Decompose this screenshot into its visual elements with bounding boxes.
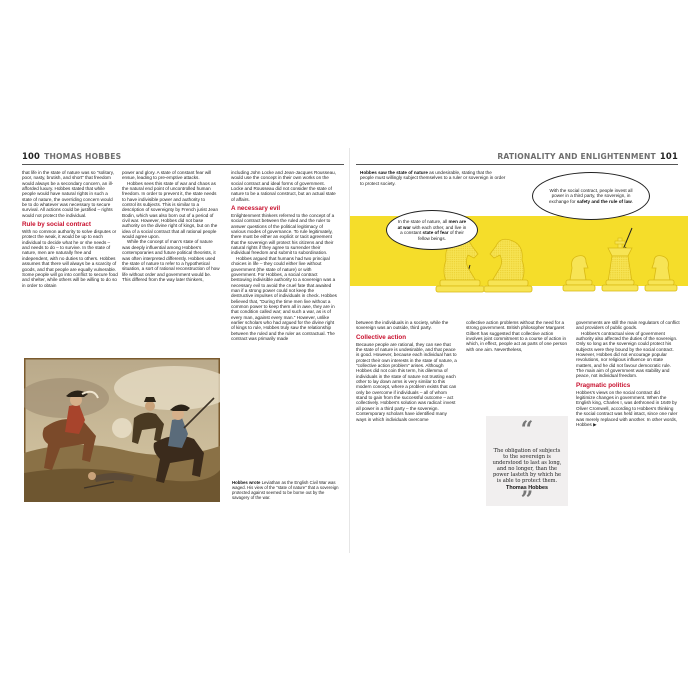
right-column-2 bbox=[466, 320, 570, 352]
bubble-text-part: of their fellow beings. bbox=[418, 230, 464, 241]
speech-bubble-state-of-nature bbox=[386, 210, 478, 250]
right-column-1 bbox=[356, 320, 458, 422]
left-column-2 bbox=[122, 170, 220, 282]
left-running-title: THOMAS HOBBES bbox=[44, 152, 122, 161]
body-paragraph: Because people are rational, they can see that the state of nature is undesirable, and that peace is good. However, because each individual has to protect their own interests in the state of nature, a "collective action problem" arises. Although Hobbes did not coin this term, his dilemma of individuals in the state of nature not trusting each other to lay down arms is very similar to this modern concept, where a problem exists that can only be overcome if individuals – all of whom stand to gain from the successful outcome – act collectively. Hobbes's solution was radical: invest all power in a third party – the sovereign. Contemporary scholars have identified many ways in which individuals overcome bbox=[356, 341, 457, 422]
civil-war-painting-image bbox=[24, 358, 220, 502]
body-paragraph: Hobbes's contractual view of government authority also affected the duties of the sovereign. Only so long as the sovereign could protect his subjects were they bound by the social contract. However, Hobbes did not encourage popular revolutions, nor religious influence on state matters, and he did not favour democratic rule. The main aim of government was stability and peace, not individual freedom. bbox=[576, 330, 678, 379]
bubble-bold-part: men are at war bbox=[397, 219, 467, 230]
right-running-head bbox=[497, 151, 678, 161]
body-paragraph: Enlightenment thinkers referred to the concept of a social contract between the ruled and the ruler to answer questions of the political legitimacy of various modes of governance. To rule legitimately, there must be either an explicit or tacit agreement that the sovereign will protect his citizens and their natural rights if they agree to surrender their individual freedom and submit to subordination. bbox=[231, 213, 335, 256]
left-header-rule bbox=[22, 164, 344, 165]
bubble-bold-part: safety and the rule of law bbox=[576, 198, 632, 204]
left-column-1 bbox=[22, 170, 118, 288]
section-heading: Rule by social contract bbox=[22, 221, 91, 229]
body-paragraph: Hobbes sees this state of war and chaos as the natural end point of uncontrolled human freedom. In order to prevent it, the state needs to have indivisible power and authority to control its subjects. This is similar to a description of sovereignty by French jurist Jean Bodin, which was also born out of a period of civil war. However, Hobbes did not base authority on the divine right of kings, but on the idea of a social contract that all rational people would agree upon. bbox=[122, 180, 219, 240]
pull-quote-author: Thomas Hobbes bbox=[506, 485, 548, 491]
illustration-caption-text: as undesirable, stating that the people must willingly subject themselves to a ruler or sovereign in order to protect society. bbox=[360, 170, 506, 186]
pull-quote-text: The obligation of subjects to the sovereign is understood to last as long, and no longer, than the power lasteth by which he is able to protect them. bbox=[492, 448, 562, 484]
speech-bubble-text bbox=[543, 188, 639, 205]
body-paragraph: governments are still the main regulators of conflict and providers of public goods. bbox=[576, 320, 680, 331]
right-page bbox=[350, 148, 688, 553]
right-column-3 bbox=[576, 320, 680, 427]
caption-text: Leviathan as the English Civil War was waged. His view of the "state of nature" that a sovereign protected against seemed to be borne out by the savagery of the war. bbox=[232, 480, 339, 500]
speech-bubble-social-contract bbox=[532, 172, 650, 220]
pull-quote bbox=[486, 416, 568, 513]
book-spread bbox=[12, 148, 688, 553]
bubble-bold-part: state of fear bbox=[422, 230, 449, 235]
body-paragraph: that life in the state of nature was so "solitary, poor, nasty, brutish, and short" that freedom would always be a secondary concern, an ill-afforded luxury. Hobbes stated that while people would have natural rights in such a state of nature, the overriding concern would be to do whatever was necessary to secure survival. All actions could be justified – rights would not protect the individual. bbox=[22, 170, 114, 218]
body-paragraph: Hobbes's views on the social contract did legitimize changes in government. When the English king, Charles I, was dethroned in 1649 by Oliver Cromwell, according to Hobbes's thinking the social contract was held intact, since one ruler was merely replaced with another. In other words, Hobbes ▶ bbox=[576, 389, 678, 427]
section-heading: A necessary evil bbox=[231, 205, 281, 213]
section-heading: Pragmatic politics bbox=[576, 381, 631, 389]
right-running-title: RATIONALITY AND ENLIGHTENMENT bbox=[497, 152, 656, 161]
left-page bbox=[12, 148, 350, 553]
painting-caption bbox=[232, 480, 340, 500]
pull-quote-body bbox=[491, 448, 563, 491]
body-paragraph: Hobbes argued that humans had two principal choices in life – they could either live without government (the state of nature) or with government. For Hobbes, a social contract bestowing indivisible authority to a sovereign was a necessary evil to avoid the cruel fate that awaited man if a strong power could not keep the destructive impulses of individuals in check. Hobbes believed that, "During the time men live without a common power to keep them all in awe, they are in that condition called war; and such a war, as is of every man, against every man." However, unlike earlier scholars who had argued for the divine right of kings to rule, Hobbes truly saw the relationship between the ruled and the ruler as contractual. The contract was primarily made bbox=[231, 255, 337, 341]
bubble-text-part: With the social contract, people invest all power in a third party, the sovereign, in exchange for bbox=[548, 187, 633, 204]
open-quote-icon: “ bbox=[520, 417, 534, 443]
bubble-text-part: In the state of nature, all bbox=[397, 219, 449, 224]
left-running-head bbox=[22, 151, 121, 161]
body-paragraph: collective action problems without the need for a strong government. British philosopher Margaret Gilbert has suggested that collective action involves joint commitment to a course of action in which, in effect, people act as parts of one person with one aim. Nevertheless, bbox=[466, 320, 568, 352]
section-heading: Collective action bbox=[356, 333, 407, 341]
body-paragraph: power and glory. A state of constant fear will ensue, leading to pre-emptive attacks. bbox=[122, 170, 212, 181]
right-page-number: 101 bbox=[659, 151, 678, 161]
close-quote-icon: ” bbox=[520, 487, 534, 513]
bubble-text-part: . bbox=[631, 198, 633, 204]
civil-war-painting bbox=[24, 358, 220, 502]
illustration-caption bbox=[360, 170, 506, 186]
illustration-caption-lead: Hobbes saw the state of nature bbox=[360, 170, 428, 175]
body-paragraph: including John Locke and Jean-Jacques Rousseau, would use the concept in their own works on the social contract and ideal forms of government. Locke and Rousseau did not consider the state of nature to be a rational construct, but an actual state of affairs. bbox=[231, 170, 336, 202]
left-column-3 bbox=[231, 170, 337, 341]
bubble-text-part: with each other, and live in a constant bbox=[400, 224, 467, 235]
speech-bubble-text bbox=[397, 219, 467, 241]
body-paragraph: With no common authority to solve disputes or protect the weak, it would be up to each individual to decide what he or she needs – and needs to do – to survive. In the state of nature, men are naturally free and independent, with no duties to others. Hobbes assumes that there will always be a scarcity of goods, and that people are equally vulnerable. Some people will go into conflict to secure food and shelter, while others will be willing to do so in order to obtain bbox=[22, 229, 118, 288]
body-paragraph: between the individuals in a society, while the sovereign was an outside, third party. bbox=[356, 320, 449, 331]
caption-lead: Hobbes wrote bbox=[232, 480, 261, 485]
body-paragraph: While the concept of man's state of nature was deeply influential among Hobbes's contemporaries and future political theorists, it was often interpreted differently. Hobbes used the state of nature to refer to a hypothetical situation, a sort of rational reconstruction of how life without order and government would be. This differed from the way later thinkers, bbox=[122, 239, 220, 282]
left-page-number: 100 bbox=[22, 151, 41, 161]
right-header-rule bbox=[356, 164, 678, 165]
